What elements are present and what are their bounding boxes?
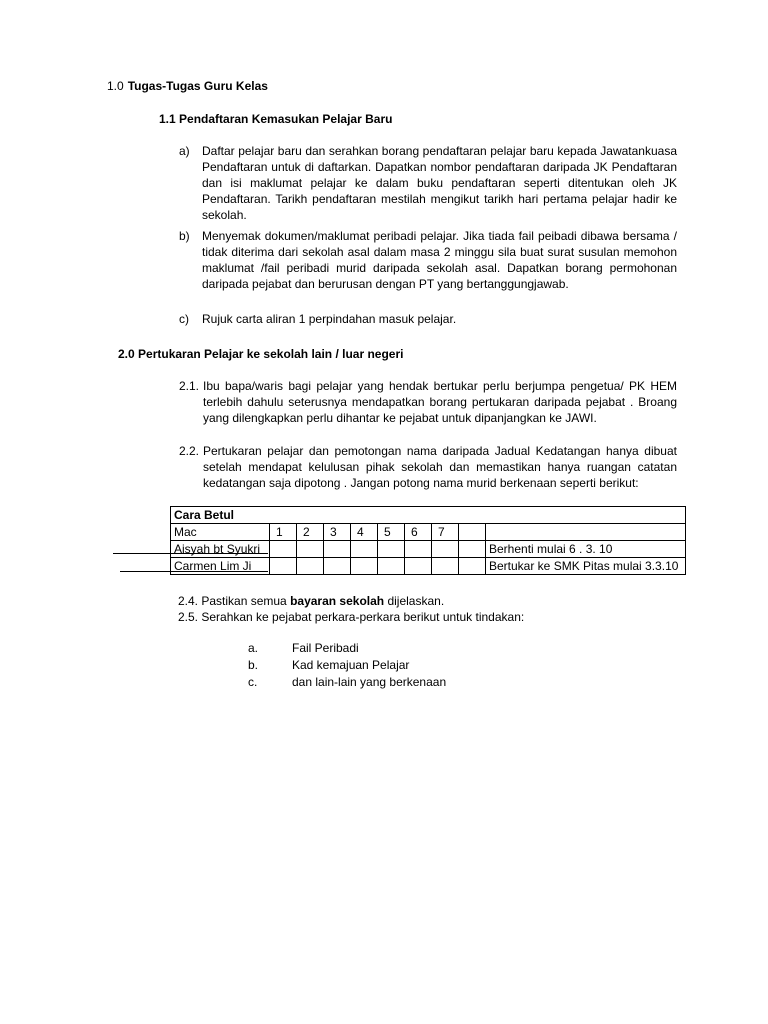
section-1-number: 1.0: [107, 79, 124, 93]
item-2-4-prefix: 2.4. Pastikan semua: [178, 594, 291, 608]
table-month-cell: Mac: [171, 524, 270, 541]
list-item-letter: b.: [248, 658, 259, 672]
table-day-cell: 6: [405, 524, 432, 541]
attendance-table: [170, 506, 686, 575]
item-b-text: Menyemak dokumen/maklumat peribadi pelajar. Jika tiada fail peibadi dibawa bersama / tidak diterima dari sekolah asal dalam masa 2 minggu sila buat surat susulan memohon maklumat /fail peribadi murid daripada sekolah asal. Dapatkan borang permohonan daripada pejabat dan berurusan dengan PT yang bertanggungjawab.: [202, 229, 677, 291]
attendance-cell: [378, 558, 405, 575]
attendance-cell: [297, 541, 324, 558]
item-2-4-suffix: dijelaskan.: [384, 594, 445, 608]
attendance-cell: [351, 558, 378, 575]
list-item-letter: a.: [248, 641, 259, 655]
table-title: Cara Betul: [171, 507, 686, 524]
attendance-cell: [405, 558, 432, 575]
attendance-cell: [297, 558, 324, 575]
attendance-cell: [270, 541, 297, 558]
table-day-cell: 2: [297, 524, 324, 541]
list-item-letter: c.: [248, 675, 258, 689]
table-day-cell: 1: [270, 524, 297, 541]
attendance-cell: [324, 541, 351, 558]
student-name-cell: Carmen Lim Ji: [171, 558, 270, 575]
table-day-cell: 4: [351, 524, 378, 541]
item-2-4-bold: bayaran sekolah: [290, 594, 385, 608]
table-day-cell: 5: [378, 524, 405, 541]
item-a-marker: a): [179, 144, 190, 158]
student-note-cell: Bertukar ke SMK Pitas mulai 3.3.10: [486, 558, 686, 575]
item-b-marker: b): [179, 229, 190, 243]
name-strike-line: [120, 571, 268, 572]
attendance-cell: [270, 558, 297, 575]
section-1-heading: [107, 78, 268, 94]
table-header-row: [171, 524, 686, 541]
list-item: dan lain-lain yang berkenaan: [292, 675, 447, 689]
attendance-cell: [459, 541, 486, 558]
table-title-row: [171, 507, 686, 524]
item-c-marker: c): [179, 312, 189, 326]
item-2-1-marker: 2.1.: [179, 379, 200, 393]
subsection-1-1-title: 1.1 Pendaftaran Kemasukan Pelajar Baru: [159, 112, 393, 126]
student-note-cell: Berhenti mulai 6 . 3. 10: [486, 541, 686, 558]
item-c-text: Rujuk carta aliran 1 perpindahan masuk pelajar.: [202, 312, 457, 326]
deliverables-list: [248, 640, 548, 692]
table-note-header: [486, 524, 686, 541]
table-day-cell: 7: [432, 524, 459, 541]
section-1-title: Tugas-Tugas Guru Kelas: [127, 79, 268, 93]
attendance-cell: [378, 541, 405, 558]
attendance-cell: [351, 541, 378, 558]
list-item: Kad kemajuan Pelajar: [292, 658, 410, 672]
item-2-2-text: Pertukaran pelajar dan pemotongan nama daripada Jadual Kedatangan hanya dibuat setelah mendapat kelulusan pihak sekolah dan memastikan hanya ruangan catatan kedatangan saja dipotong . Jangan potong nama murid berkenaan seperti berikut:: [203, 444, 677, 490]
list-item: Fail Peribadi: [292, 641, 359, 655]
student-name-cell: Aisyah bt Syukri: [171, 541, 270, 558]
attendance-cell: [432, 541, 459, 558]
table-row: [171, 541, 686, 558]
item-2-1-text: Ibu bapa/waris bagi pelajar yang hendak bertukar perlu berjumpa pengetua/ PK HEM terlebih dahulu seterusnya mendapatkan borang pertukaran daripada pejabat . Broang yang dilengkapkan perlu dihantar ke pejabat untuk dipanjangkan ke JAWI.: [203, 379, 677, 425]
item-2-2-marker: 2.2.: [179, 444, 200, 458]
item-2-4: [178, 593, 444, 609]
attendance-cell: [432, 558, 459, 575]
attendance-cell: [324, 558, 351, 575]
attendance-cell: [405, 541, 432, 558]
item-a-text: Daftar pelajar baru dan serahkan borang pendaftaran pelajar baru kepada Jawatankuasa Pendaftaran untuk di daftarkan. Dapatkan nombor pendaftaran daripada JK Pendaftaran dan isi maklumat pelajar ke dalam buku pendaftaran seperti ditentukan oleh JK Pendaftaran. Tarikh pendaftaran mestilah mengikut tarikh hari pertama pelajar hadir ke sekolah.: [202, 144, 677, 222]
table-day-cell: 3: [324, 524, 351, 541]
section-2-title: 2.0 Pertukaran Pelajar ke sekolah lain / luar negeri: [118, 347, 404, 361]
attendance-cell: [459, 558, 486, 575]
name-strike-line: [113, 553, 268, 554]
table-day-cell: [459, 524, 486, 541]
item-2-5: 2.5. Serahkan ke pejabat perkara-perkara berikut untuk tindakan:: [178, 610, 525, 624]
